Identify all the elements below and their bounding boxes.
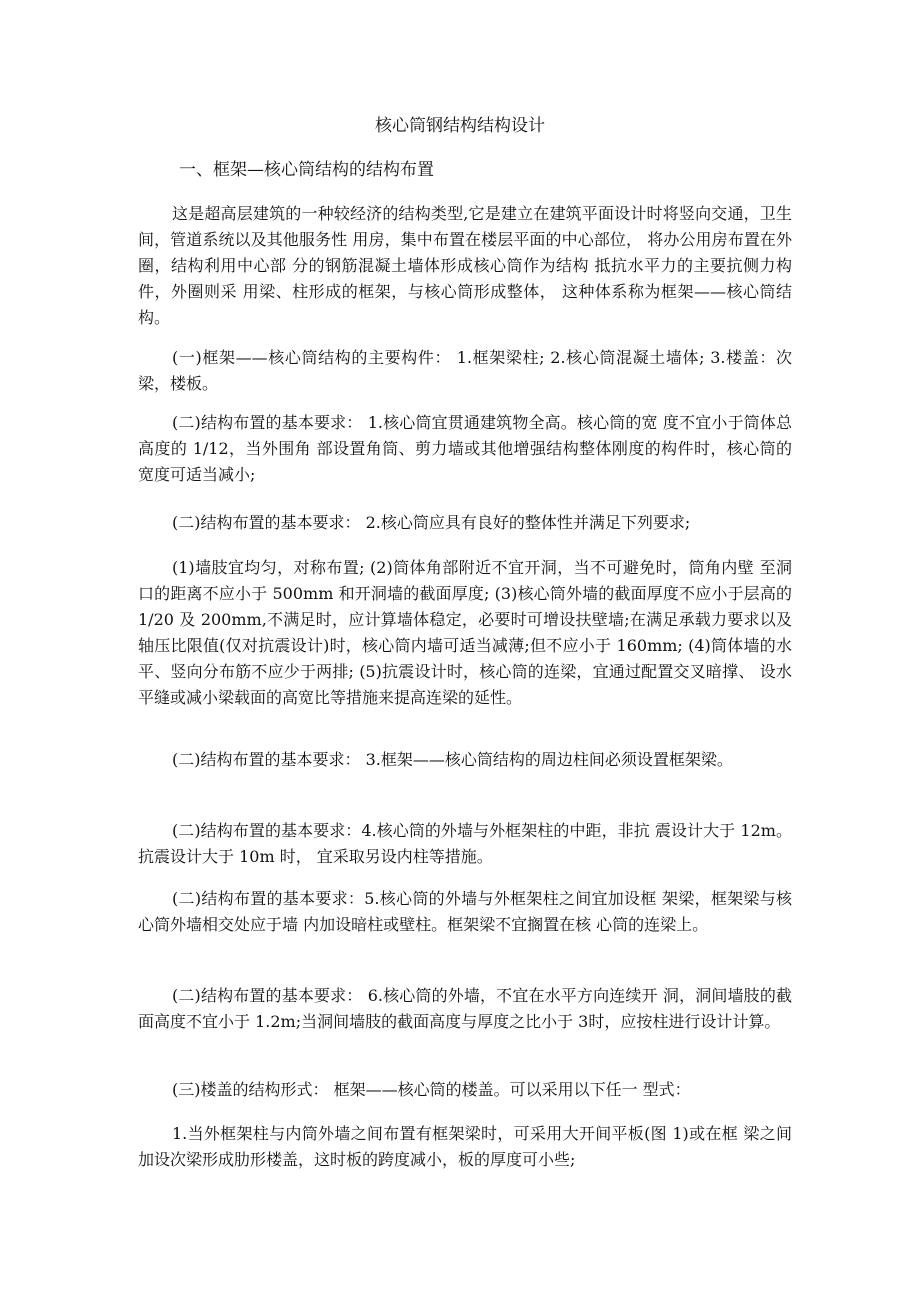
paragraph-floor-option-1: 1.当外框架柱与内筒外墙之间布置有框架梁时，可采用大开间平板(图 1)或在框 梁之间加设次梁形成肋形楼盖，这时板的跨度减小，板的厚度可小些; xyxy=(138,1124,792,1169)
paragraph-requirement-3: (二)结构布置的基本要求： 3.框架——核心筒结构的周边柱间必须设置框架梁。 xyxy=(172,750,733,769)
section-heading: 一、框架—核心筒结构的结构布置 xyxy=(179,160,434,180)
paragraph-requirement-6: (二)结构布置的基本要求： 6.核心筒的外墙，不宜在水平方向连续开 洞，洞间墙肢的截面高度不宜小于 1.2m;当洞间墙肢的截面高度与厚度之比小于 3时，应按柱进行设计计算。 xyxy=(138,986,792,1031)
paragraph-requirement-2: (二)结构布置的基本要求： 2.核心筒应具有良好的整体性并满足下列要求; xyxy=(172,513,691,532)
paragraph-main-members: (一)框架——核心筒结构的主要构件： 1.框架梁柱; 2.核心筒混凝土墙体; 3.楼盖：次梁，楼板。 xyxy=(138,348,792,393)
paragraph-requirement-2-details: (1)墙肢宜均匀，对称布置; (2)筒体角部附近不宜开洞，当不可避免时，筒角内壁 至洞口的距离不应小于 500mm 和开洞墙的截面厚度; (3)核心筒外墙的截面厚度不应小于层高的 1/20 及 200mm,不满足时，应计算墙体稳定，必要时可增设扶壁墙;在满足承载力要求以及轴压比限值(仅对抗震设计)时，核心筒内墙可适当减薄;但不应小于 160mm; (4)筒体墙的水平、竖向分布筋不应少于两排; (5)抗震设计时，核心筒的连梁，宜通过配置交叉暗撑、 设水平缝或减小梁载面的高宽比等措施来提高连梁的延性。 xyxy=(138,558,792,707)
paragraph-requirement-1: (二)结构布置的基本要求： 1.核心筒宜贯通建筑物全高。核心筒的宽 度不宜小于筒体总高度的 1/12，当外围角 部设置角筒、剪力墙或其他增强结构整体刚度的构件时，核心筒的宽度可适当减小; xyxy=(138,413,792,484)
paragraph-floor-system: (三)楼盖的结构形式： 框架——核心筒的楼盖。可以采用以下任一 型式： xyxy=(172,1080,691,1099)
paragraph-requirement-5: (二)结构布置的基本要求：5.核心筒的外墙与外框架柱之间宜加设框 架梁，框架梁与核心筒外墙相交处应于墙 内加设暗柱或壁柱。框架梁不宜搁置在核 心筒的连梁上。 xyxy=(138,889,792,934)
paragraph-requirement-4: (二)结构布置的基本要求：4.核心筒的外墙与外框架柱的中距，非抗 震设计大于 12m。抗震设计大于 10m 时， 宜采取另设内柱等措施。 xyxy=(138,821,792,866)
document-title: 核心筒钢结构结构设计 xyxy=(375,116,545,136)
paragraph-intro: 这是超高层建筑的一种较经济的结构类型,它是建立在建筑平面设计时将竖向交通，卫生间，管道系统以及其他服务性 用房，集中布置在楼层平面的中心部位， 将办公用房布置在外圈，结构利用中心部 分的钢筋混凝土墙体形成核心筒作为结构 抵抗水平力的主要抗侧力构件，外圈则采 用梁、柱形成的框架，与核心筒形成整体， 这种体系称为框架——核心筒结构。 xyxy=(138,204,792,327)
